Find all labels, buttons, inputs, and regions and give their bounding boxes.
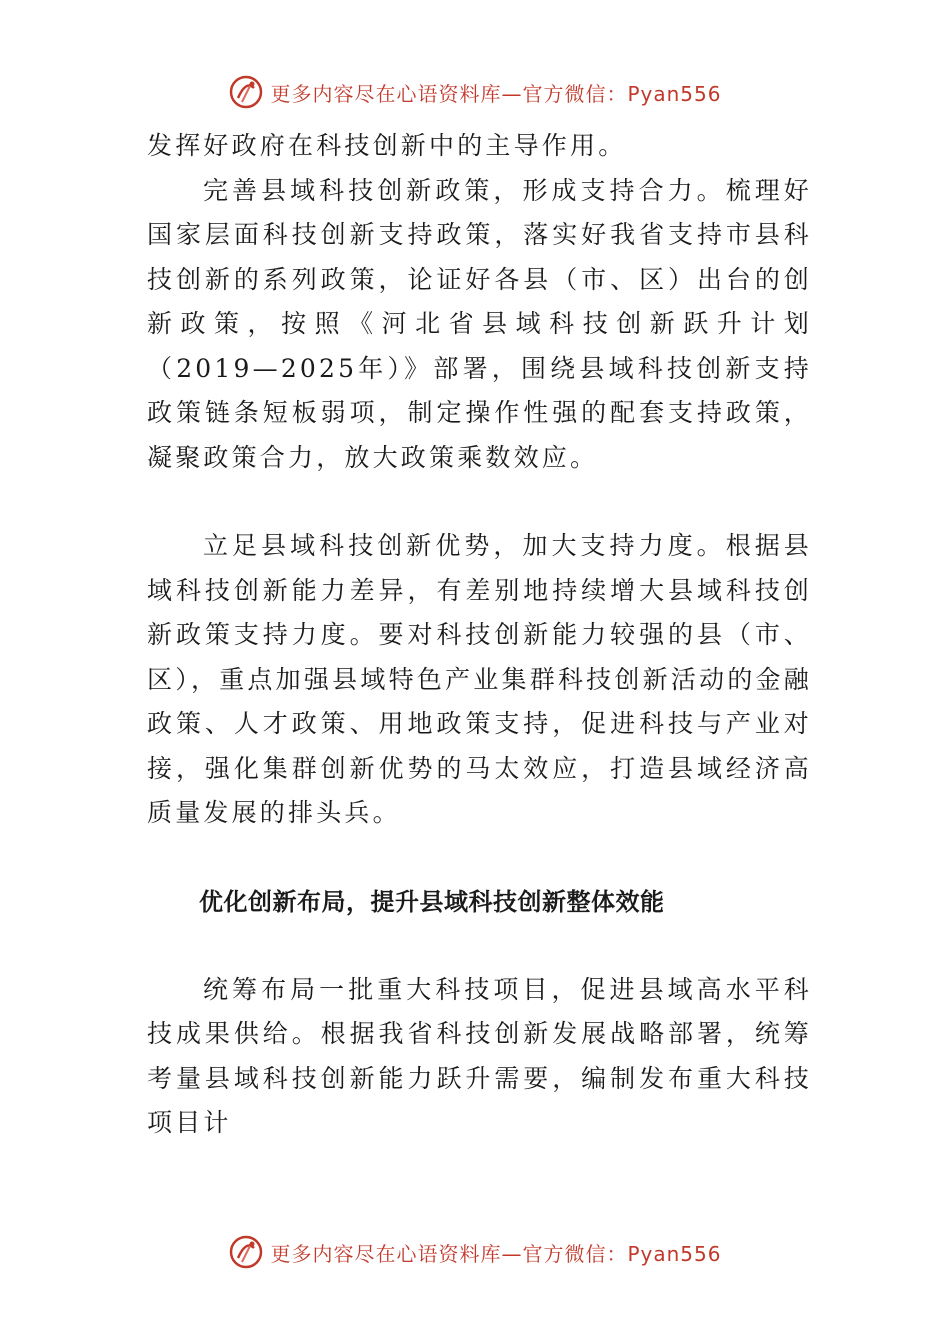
paragraph-continuation: 发挥好政府在科技创新中的主导作用。 bbox=[147, 131, 627, 160]
watermark-logo-icon bbox=[228, 74, 264, 110]
paragraph-advantage: 立足县域科技创新优势，加大支持力度。根据县域科技创新能力差异，有差别地持续增大县域科技创新政策支持力度。要对科技创新能力较强的县（市、区），重点加强县域特色产业集群科技创新活动的金融政策、人才政策、用地政策支持，促进科技与产业对接，强化集群创新优势的马太效应，打造县域经济高质量发展的排头兵。 bbox=[147, 531, 812, 827]
section-heading: 优化创新布局，提升县域科技创新整体效能 bbox=[199, 887, 665, 916]
watermark-text: 更多内容尽在心语资料库—官方微信：Pyan556 bbox=[270, 1241, 722, 1266]
paragraph-gap bbox=[147, 836, 812, 880]
watermark-header bbox=[0, 72, 950, 112]
document-body bbox=[147, 124, 812, 1146]
paragraph-gap bbox=[147, 480, 812, 524]
watermark-text: 更多内容尽在心语资料库—官方微信：Pyan556 bbox=[270, 81, 722, 106]
paragraph-gap bbox=[147, 924, 812, 968]
paragraph-policy: 完善县域科技创新政策，形成支持合力。梳理好国家层面科技创新支持政策，落实好我省支持市县科技创新的系列政策，论证好各县（市、区）出台的创新政策，按照《河北省县域科技创新跃升计划（2019—2025年）》部署，围绕县域科技创新支持政策链条短板弱项，制定操作性强的配套支持政策，凝聚政策合力，放大政策乘数效应。 bbox=[147, 175, 812, 472]
watermark-logo-icon bbox=[228, 1234, 264, 1270]
watermark-footer bbox=[0, 1232, 950, 1272]
paragraph-projects: 统筹布局一批重大科技项目，促进县域高水平科技成果供给。根据我省科技创新发展战略部署，统筹考量县域科技创新能力跃升需要，编制发布重大科技项目计 bbox=[147, 974, 812, 1137]
